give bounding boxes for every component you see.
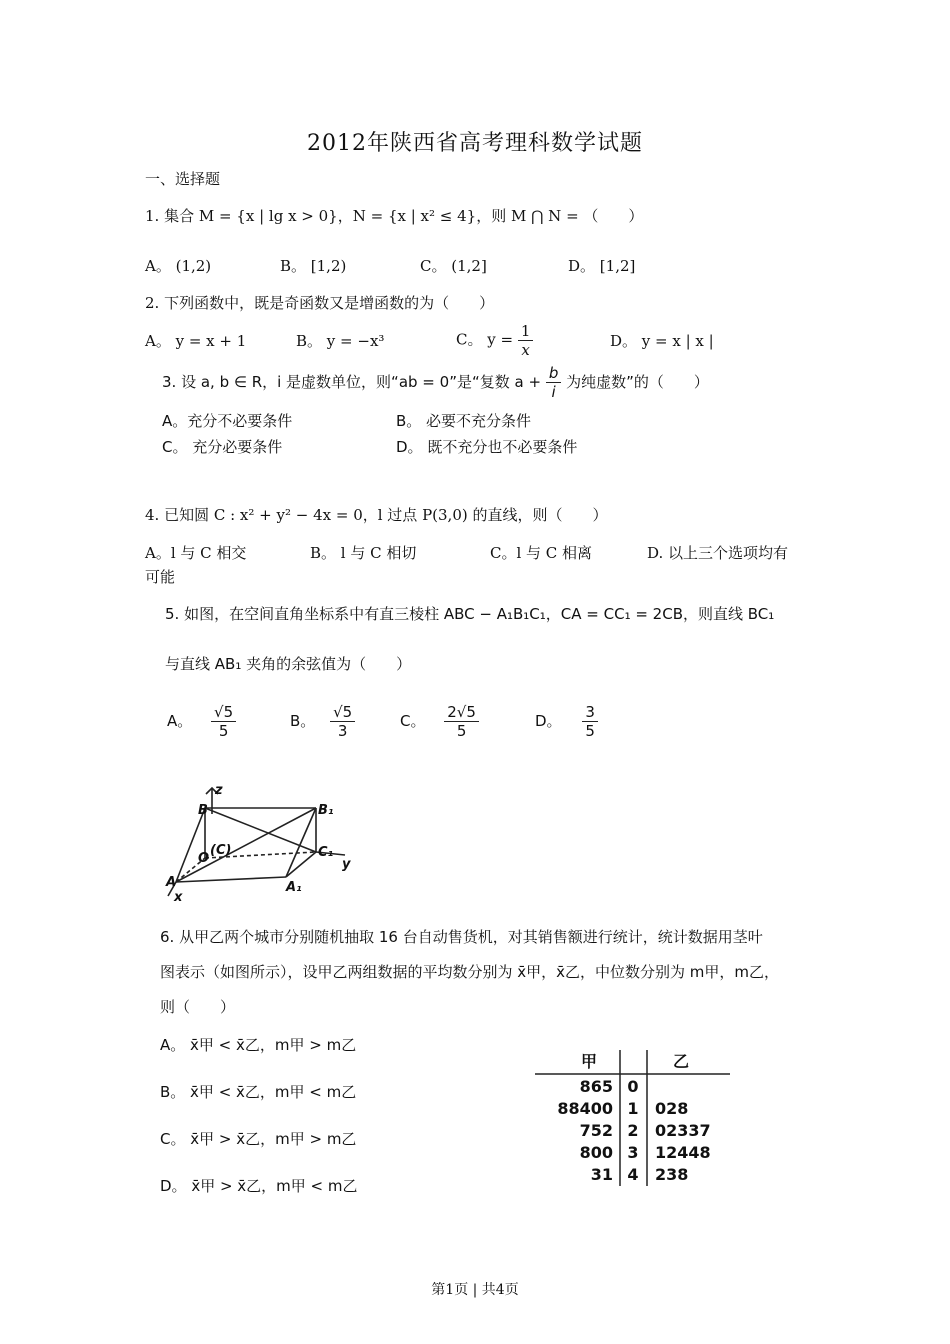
q3-fraction	[546, 364, 562, 401]
edge-a1-c1	[286, 852, 316, 877]
q3-stem-part2: 为纯虚数”的（ ）	[566, 373, 709, 391]
stem: 1	[627, 1099, 639, 1118]
stem: 0	[627, 1077, 639, 1096]
q5-stem-line2: 与直线 AB₁ 夹角的余弦值为（ ）	[165, 655, 412, 673]
right-leaves: 02337	[655, 1121, 711, 1140]
q5-option-c	[400, 703, 479, 740]
label-b: B	[198, 803, 208, 818]
fraction-numerator: 1	[518, 322, 534, 341]
fraction-numerator: 3	[582, 703, 598, 722]
q4-option-d-continued: 可能	[145, 568, 176, 586]
q3-option-c: C。 充分必要条件	[162, 438, 283, 456]
q5-stem-line1: 5. 如图，在空间直角坐标系中有直三棱柱 ABC − A₁B₁C₁，CA = CC₁ = 2CB，则直线 BC₁	[165, 605, 775, 623]
q1-option-d: D。 [1,2]	[568, 257, 636, 275]
stem: 4	[627, 1165, 639, 1184]
fraction-denominator: 3	[337, 722, 348, 740]
q6-stem-line1: 6. 从甲乙两个城市分别随机抽取 16 台自动售货机，对其销售额进行统计，统计数据用茎叶	[160, 928, 763, 946]
q4-option-c: C。l 与 C 相离	[490, 544, 593, 562]
q1-option-b: B。 [1,2)	[280, 257, 347, 275]
option-label: A。	[167, 712, 193, 730]
option-label: B。	[290, 712, 316, 730]
stemleaf-row-1	[557, 1099, 688, 1118]
q6-stem-line2: 图表示（如图所示），设甲乙两组数据的平均数分别为 x̄甲，x̄乙，中位数分别为 m甲，m乙，	[160, 963, 780, 981]
q2-stem: 2. 下列函数中，既是奇函数又是增函数的为（ ）	[145, 294, 495, 312]
option-fraction	[582, 703, 598, 740]
q3-option-d: D。 既不充分也不必要条件	[396, 438, 578, 456]
left-leaves: 31	[590, 1165, 613, 1184]
q3-option-b: B。 必要不充分条件	[396, 412, 532, 430]
label-a1: A₁	[286, 880, 302, 895]
right-leaves: 028	[655, 1099, 689, 1118]
q4-option-a: A。l 与 C 相交	[145, 544, 247, 562]
option-fraction	[444, 703, 479, 740]
stemleaf-row-0	[580, 1077, 639, 1096]
q2-option-b: B。 y = −x³	[296, 332, 385, 350]
fraction-denominator: x	[521, 341, 530, 359]
left-leaves: 752	[579, 1121, 613, 1140]
edge-a-a1	[176, 877, 286, 882]
label-b1: B₁	[318, 803, 334, 818]
option-label: D。	[535, 712, 562, 730]
left-leaves: 800	[579, 1143, 613, 1162]
left-leaves: 865	[579, 1077, 613, 1096]
label-o: O	[198, 851, 210, 866]
q3-stem	[162, 364, 709, 401]
stem: 2	[627, 1121, 639, 1140]
header-left: 甲	[581, 1052, 598, 1071]
q2-option-c	[456, 322, 533, 359]
q2-option-d: D。 y = x | x |	[610, 332, 714, 350]
fraction-denominator: 5	[585, 722, 595, 740]
q3-option-a: A。充分不必要条件	[162, 412, 293, 430]
q4-stem: 4. 已知圆 C : x² + y² − 4x = 0，l 过点 P(3,0) 的直线，则（ ）	[145, 506, 608, 524]
fraction-denominator: i	[551, 383, 556, 401]
q2-option-c-label: C。 y =	[456, 330, 514, 349]
fraction-denominator: 5	[456, 722, 467, 740]
q5-option-d	[535, 703, 598, 740]
q2-option-c-fraction	[518, 322, 534, 359]
label-c1: C₁	[318, 845, 334, 860]
q6-option-b: B。 x̄甲 < x̄乙，m甲 < m乙	[160, 1083, 357, 1101]
option-fraction	[211, 703, 236, 740]
stem: 3	[627, 1143, 639, 1162]
q5-option-a	[167, 703, 236, 740]
q1-option-a: A。 (1,2)	[145, 257, 212, 275]
fraction-numerator: b	[546, 364, 562, 383]
label-y: y	[342, 857, 351, 872]
right-leaves: 238	[655, 1165, 689, 1184]
q5-option-b	[290, 703, 355, 740]
section-heading: 一、选择题	[145, 170, 221, 188]
option-label: C。	[400, 712, 426, 730]
fraction-numerator: √5	[211, 703, 236, 722]
q2-option-a: A。 y = x + 1	[145, 332, 247, 350]
left-leaves: 88400	[557, 1099, 613, 1118]
stemleaf-row-3	[580, 1143, 711, 1162]
segment-ab1	[176, 808, 316, 882]
stem-leaf-plot	[535, 1048, 735, 1190]
q6-option-d: D。 x̄甲 > x̄乙，m甲 < m乙	[160, 1177, 358, 1195]
prism-figure	[160, 780, 360, 905]
page-title: 2012年陕西省高考理科数学试题	[307, 131, 643, 156]
q6-stem-line3: 则（ ）	[160, 998, 236, 1016]
q4-option-b: B。 l 与 C 相切	[310, 544, 417, 562]
fraction-numerator: √5	[330, 703, 355, 722]
label-a: A	[166, 875, 177, 890]
q3-stem-part1: 3. 设 a, b ∈ R，i 是虚数单位，则“ab = 0”是“复数 a +	[162, 373, 542, 391]
edge-a-b	[176, 808, 205, 882]
q4-option-d: D. 以上三个选项均有	[647, 544, 789, 562]
stemleaf-row-2	[580, 1121, 711, 1140]
label-c: (C)	[210, 843, 232, 858]
q6-option-a: A。 x̄甲 < x̄乙，m甲 > m乙	[160, 1036, 357, 1054]
option-fraction	[330, 703, 355, 740]
right-leaves: 12448	[655, 1143, 711, 1162]
stemleaf-row-4	[591, 1165, 689, 1184]
fraction-numerator: 2√5	[444, 703, 479, 722]
q6-option-c: C。 x̄甲 > x̄乙，m甲 > m乙	[160, 1130, 357, 1148]
header-right: 乙	[673, 1052, 690, 1071]
label-x: x	[174, 890, 183, 905]
q1-option-c: C。 (1,2]	[420, 257, 487, 275]
q1-stem: 1. 集合 M = {x | lg x > 0}，N = {x | x² ≤ 4}，则 M ⋂ N = （ ）	[145, 207, 644, 225]
fraction-denominator: 5	[218, 722, 229, 740]
label-z: z	[215, 783, 223, 798]
page-footer: 第1页 | 共4页	[431, 1282, 519, 1298]
